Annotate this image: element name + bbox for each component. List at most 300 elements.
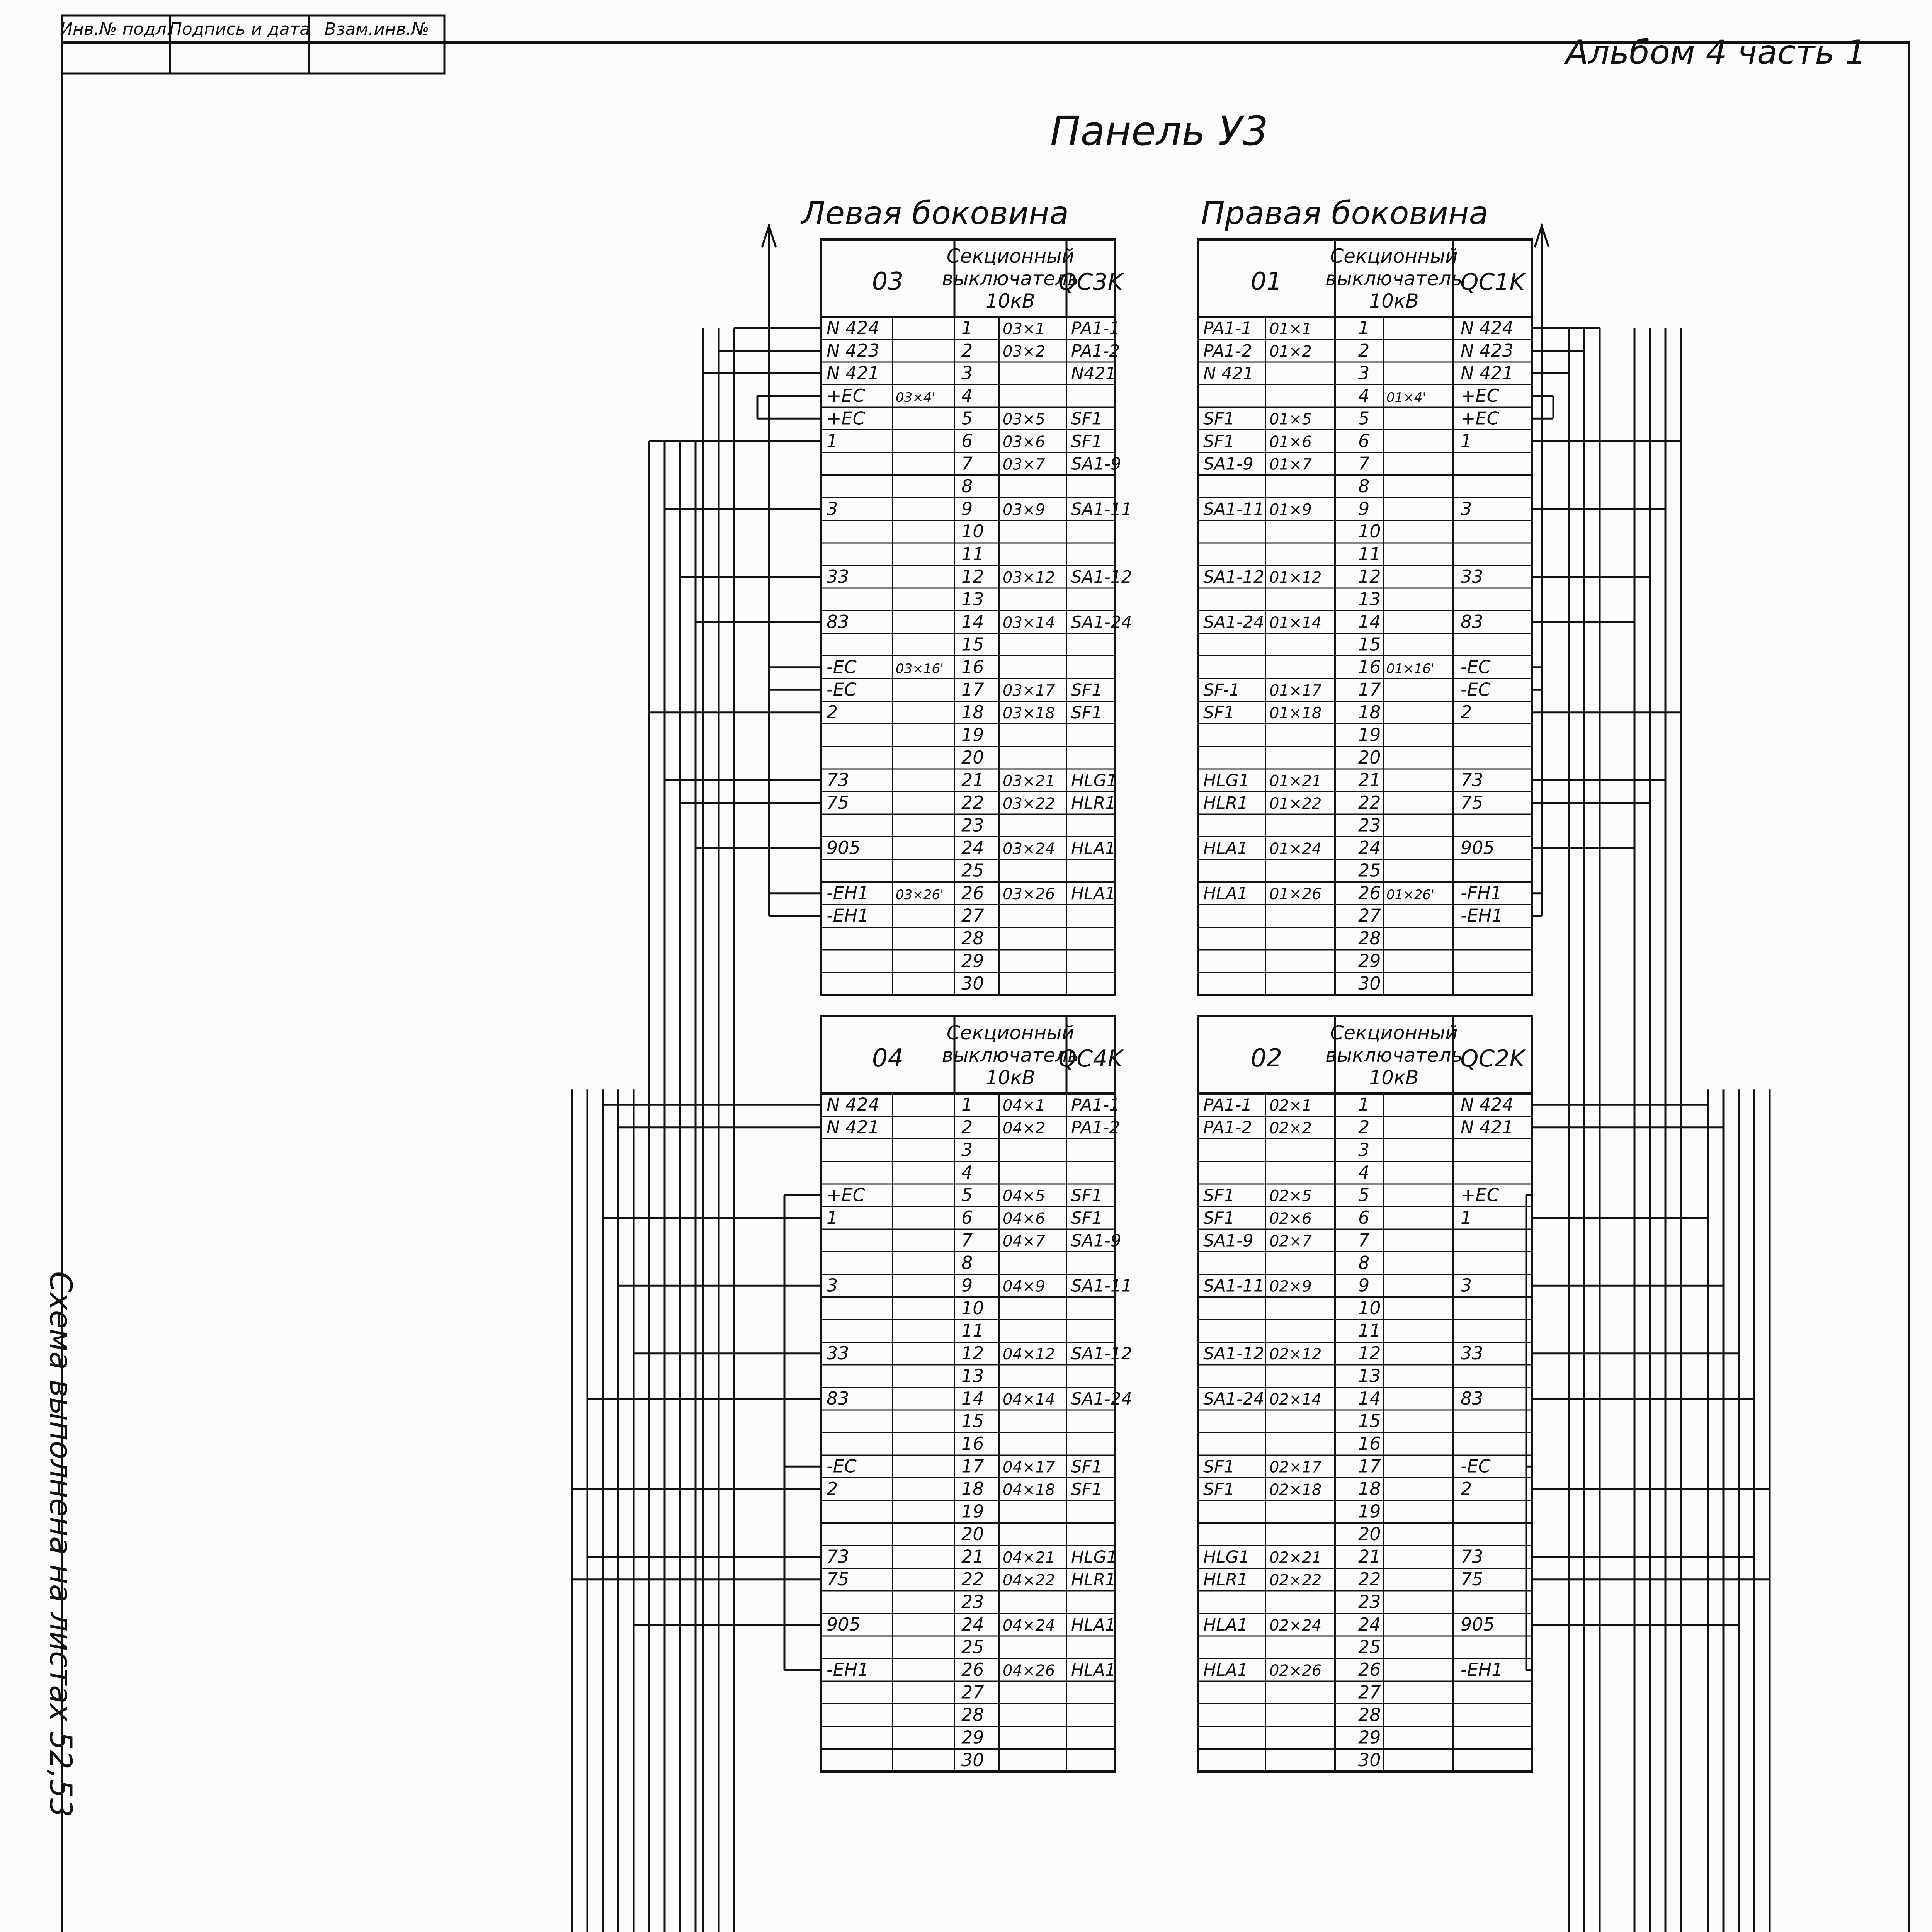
row-wire-mark: 03×14 [1003,614,1055,632]
terminal-row [961,1727,984,1748]
row-label: -EH1 [827,1659,869,1680]
row-terminal-number: 28 [1358,1704,1381,1725]
block-title-line: выключатель [1325,1044,1463,1066]
row-wire-mark: 01×12 [1269,569,1322,587]
row-device: SA1-11 [1071,499,1132,519]
terminal-row [1358,928,1381,949]
row-device: SF-1 [1203,680,1240,700]
terminal-row [1358,1682,1381,1703]
block-title-line: 10кВ [985,1066,1036,1089]
row-device: N 421 [1203,364,1254,384]
terminal-row [1358,1162,1369,1183]
row-wire-mark: 04×6 [1003,1210,1045,1228]
row-terminal-number: 4 [1358,1162,1370,1183]
terminal-row [827,792,1116,813]
row-terminal-number: 11 [961,1320,984,1341]
row-label: 3 [1461,498,1472,519]
row-device: HLA1 [1071,1615,1116,1635]
terminal-row [827,1546,1117,1567]
terminal-row [961,521,984,542]
row-terminal-number: 21 [1358,1546,1381,1567]
terminal-row [1358,385,1499,406]
row-terminal-number: 17 [961,1456,984,1477]
terminal-row [1203,1569,1483,1590]
row-terminal-number: 3 [1358,362,1370,384]
row-device: HLR1 [1203,1570,1248,1590]
row-label: 2 [827,702,838,723]
terminal-block-left-top [821,240,1132,995]
row-terminal-number: 16 [961,656,984,677]
row-wire-mark: 04×5 [1003,1187,1045,1205]
terminal-row [827,679,1102,700]
terminal-row [1358,1727,1381,1748]
row-device: PA1-1 [1071,318,1120,338]
row-terminal-number: 3 [961,362,973,384]
row-wire-mark: 02×22 [1269,1571,1322,1589]
block-device: QC3K [1058,269,1123,296]
terminal-row [1358,973,1381,994]
row-terminal-number: 29 [1358,950,1381,971]
terminal-row [1358,544,1381,565]
row-device: HLG1 [1071,770,1117,791]
row-terminal-number: 1 [961,1094,973,1115]
terminal-row [961,1704,984,1725]
terminal-row [1203,363,1514,384]
terminal-row [961,1298,984,1318]
row-terminal-number: 5 [961,1184,973,1206]
terminal-row [1203,1546,1483,1567]
row-terminal-number: 28 [1358,928,1381,949]
row-terminal-number: 18 [1358,1478,1381,1499]
row-device: SA1-24 [1203,1389,1264,1409]
row-terminal-number: 10 [1358,1298,1381,1318]
terminal-row [961,1139,973,1160]
row-label: +EC [1461,385,1499,406]
row-label: 905 [1461,837,1495,858]
terminal-row [1358,1501,1381,1522]
row-cross-ref: 01×26' [1386,887,1435,903]
block-title-line: выключатель [942,1044,1079,1066]
row-wire-mark: 04×26 [1003,1662,1055,1680]
row-terminal-number: 14 [961,1388,984,1409]
row-device: SF1 [1071,409,1103,429]
row-label: -EH1 [1461,905,1503,926]
row-device: HLR1 [1071,793,1116,813]
row-terminal-number: 1 [1358,317,1370,338]
row-terminal-number: 13 [961,588,984,610]
terminal-row [827,385,973,406]
row-device: SF1 [1203,1457,1235,1477]
row-terminal-number: 19 [961,724,984,745]
terminal-row [961,973,984,994]
row-wire-mark: 04×22 [1003,1571,1055,1589]
row-wire-mark: 04×1 [1003,1097,1045,1115]
terminal-row [1203,1478,1472,1499]
terminal-row [961,815,984,836]
terminal-row [1358,860,1381,881]
row-wire-mark: 01×5 [1269,410,1312,429]
terminal-row [1203,1456,1491,1477]
row-terminal-number: 30 [961,973,984,994]
block-device: QC4K [1058,1045,1123,1072]
row-device: HLG1 [1203,770,1250,791]
row-wire-mark: 02×9 [1269,1277,1312,1296]
row-label: -EC [1461,1456,1491,1477]
row-cross-ref: 03×4' [896,390,935,405]
row-terminal-number: 21 [961,769,984,791]
row-terminal-number: 7 [1358,1230,1370,1251]
row-device: SF1 [1071,1208,1103,1228]
terminal-row [961,724,984,745]
row-device: HLA1 [1203,1615,1248,1635]
row-terminal-number: 24 [961,1614,984,1635]
terminal-row [1203,1388,1483,1409]
row-label: N 424 [827,1094,879,1115]
row-terminal-number: 25 [961,1636,984,1658]
row-device: HLA1 [1203,884,1248,903]
row-terminal-number: 30 [1358,973,1381,994]
row-label: 33 [827,1343,849,1364]
row-device: SF1 [1203,703,1235,723]
terminal-row [961,1501,984,1522]
row-device: SF1 [1071,680,1103,700]
row-terminal-number: 27 [961,1682,984,1703]
terminal-row [1358,521,1381,542]
row-terminal-number: 26 [961,883,984,903]
row-terminal-number: 12 [961,1343,984,1364]
row-device: SF1 [1203,1480,1235,1499]
row-terminal-number: 8 [1358,476,1370,497]
block-number: 04 [872,1044,904,1073]
row-terminal-number: 24 [1358,837,1381,858]
terminal-row [961,1750,984,1770]
terminal-row [1203,883,1502,903]
row-terminal-number: 11 [961,543,984,565]
row-wire-mark: 03×9 [1003,501,1045,519]
terminal-row [1358,1320,1381,1341]
terminal-row [827,408,1102,429]
row-terminal-number: 14 [1358,1388,1381,1409]
row-terminal-number: 3 [961,1139,973,1160]
left-side-title: Левая боковина [801,195,1069,232]
row-device: SA1-11 [1071,1276,1132,1296]
terminal-row [1203,837,1495,858]
row-terminal-number: 19 [1358,1501,1381,1522]
terminal-row [1358,1704,1381,1725]
row-terminal-number: 25 [961,860,984,881]
terminal-row [961,544,984,565]
row-wire-mark: 03×22 [1003,795,1055,813]
row-terminal-number: 20 [961,747,984,768]
row-label: 905 [1461,1614,1495,1635]
row-terminal-number: 28 [961,1704,984,1725]
terminal-row [1358,951,1381,971]
terminal-row [1358,1524,1381,1544]
row-device: SA1-9 [1203,1231,1253,1251]
row-label: 75 [827,792,849,813]
row-label: -EC [1461,656,1491,677]
row-wire-mark: 01×1 [1269,320,1312,338]
row-device: SA1-24 [1071,612,1132,632]
row-wire-mark: 04×9 [1003,1277,1045,1296]
row-terminal-number: 9 [961,1275,973,1296]
block-title-line: Секционный [1330,245,1458,267]
row-terminal-number: 16 [1358,1433,1381,1454]
row-terminal-number: 9 [1358,1275,1370,1296]
row-device: SF1 [1203,409,1235,429]
row-terminal-number: 26 [1358,1659,1381,1680]
row-device: SA1-24 [1203,612,1264,632]
row-terminal-number: 23 [961,815,984,836]
terminal-row [1358,724,1381,745]
row-device: SA1-12 [1071,1344,1132,1364]
terminal-block-right-top [1198,240,1532,995]
row-wire-mark: 04×17 [1003,1458,1055,1476]
block-device: QC2K [1460,1045,1525,1072]
row-device: HLA1 [1203,1660,1248,1680]
row-terminal-number: 10 [961,1298,984,1318]
row-terminal-number: 13 [961,1365,984,1386]
row-device: SA1-12 [1203,1344,1264,1364]
row-label: 1 [1461,1207,1472,1228]
row-label: 2 [827,1478,838,1499]
row-label: 73 [827,1546,849,1567]
row-label: +EC [827,1184,865,1206]
terminal-row [961,1366,984,1386]
row-device: HLR1 [1203,793,1248,813]
terminal-row [1358,634,1381,655]
block-number: 02 [1250,1044,1282,1073]
terminal-row [961,476,973,497]
row-device: HLA1 [1071,884,1116,903]
row-wire-mark: 01×9 [1269,501,1312,519]
terminal-row [827,340,1120,361]
row-label: 83 [1461,1388,1483,1409]
row-terminal-number: 29 [1358,1727,1381,1748]
terminal-row [1358,1139,1369,1160]
row-terminal-number: 26 [1358,883,1381,903]
row-wire-mark: 04×21 [1003,1549,1055,1567]
row-label: 75 [827,1569,849,1590]
row-label: N 424 [1461,317,1514,338]
row-terminal-number: 16 [961,1433,984,1454]
terminal-row [827,430,1102,451]
row-terminal-number: 12 [1358,1343,1381,1364]
row-device: SF1 [1071,1480,1103,1499]
row-terminal-number: 2 [961,340,973,361]
row-device: SA1-12 [1071,567,1132,587]
row-terminal-number: 13 [1358,1365,1381,1386]
row-wire-mark: 04×12 [1003,1345,1055,1363]
row-terminal-number: 19 [1358,724,1381,745]
row-wire-mark: 02×24 [1269,1617,1322,1634]
terminal-row [1203,430,1472,451]
terminal-block-right-bottom [1198,1016,1532,1772]
row-terminal-number: 19 [961,1501,984,1522]
terminal-row [1358,589,1381,610]
row-label: N 424 [827,317,879,338]
row-wire-mark: 03×2 [1003,343,1045,361]
row-label: -EH1 [827,883,869,903]
row-device: SF1 [1203,1208,1235,1228]
terminal-row [827,318,1120,338]
row-terminal-number: 25 [1358,1636,1381,1658]
row-device: HLG1 [1203,1547,1250,1567]
terminal-row [1203,702,1472,723]
row-device: PA1-2 [1203,341,1252,361]
terminal-row [1203,566,1483,587]
row-cross-ref: 01×4' [1386,390,1426,405]
terminal-row [1358,1637,1381,1658]
block-title-line: 10кВ [985,290,1036,312]
row-device: SA1-24 [1071,1389,1132,1409]
row-wire-mark: 04×24 [1003,1617,1055,1634]
terminal-row [1203,679,1491,700]
row-label: N 423 [827,340,879,361]
sheet-frame [62,43,1909,1932]
row-terminal-number: 8 [1358,1252,1370,1273]
row-terminal-number: 15 [961,1410,984,1432]
terminal-row [961,1433,984,1454]
row-wire-mark: 02×17 [1269,1458,1322,1476]
row-wire-mark: 01×21 [1269,772,1322,790]
row-wire-mark: 01×17 [1269,682,1322,700]
row-terminal-number: 29 [961,1727,984,1748]
terminal-row [961,589,984,610]
terminal-row [827,363,1116,384]
terminal-row [1203,1207,1472,1228]
row-terminal-number: 7 [1358,453,1370,474]
row-wire-mark: 04×2 [1003,1119,1045,1137]
row-label: -EC [827,679,857,700]
terminal-row [827,905,984,926]
terminal-row [827,1185,1102,1206]
row-terminal-number: 14 [1358,611,1381,632]
row-device: PA1-2 [1071,341,1120,361]
row-label: 73 [1461,769,1483,791]
row-wire-mark: 01×7 [1269,456,1312,474]
terminal-row [1358,1298,1381,1318]
terminal-row [961,860,984,881]
header-cell-sign: Подпись и дата [169,19,310,39]
row-wire-mark: 02×7 [1269,1232,1312,1250]
row-terminal-number: 17 [961,679,984,700]
row-device: SA1-11 [1203,499,1264,519]
terminal-row [1203,770,1483,791]
terminal-row [1203,1659,1503,1680]
row-label: 2 [1461,702,1472,723]
row-terminal-number: 1 [1358,1094,1370,1115]
terminal-row [1203,1185,1499,1206]
row-terminal-number: 27 [1358,905,1381,926]
block-device: QC1K [1460,269,1525,296]
row-device: PA1-1 [1071,1095,1120,1115]
row-terminal-number: 17 [1358,679,1381,700]
terminal-row [1358,1750,1381,1770]
terminal-row [961,1637,984,1658]
row-label: -FH1 [1461,883,1502,903]
row-terminal-number: 30 [1358,1750,1381,1770]
terminal-row [1203,792,1483,813]
terminal-row [827,1117,1120,1138]
row-label: 3 [827,1275,838,1296]
row-wire-mark: 01×18 [1269,704,1322,722]
terminal-row [827,656,984,677]
terminal-row [961,1252,973,1273]
row-terminal-number: 12 [961,566,984,587]
terminal-row [1358,1592,1381,1612]
row-terminal-number: 6 [1358,430,1370,451]
block-title-line: Секционный [946,1022,1075,1044]
terminal-row [827,702,1102,723]
header-cell-replace: Взам.инв.№ [324,19,429,39]
row-label: -EC [1461,679,1491,700]
row-terminal-number: 4 [1358,385,1370,406]
row-terminal-number: 12 [1358,566,1381,587]
row-label: 73 [1461,1546,1483,1567]
block-title-line: Секционный [1330,1022,1458,1044]
row-device: SA1-11 [1203,1276,1264,1296]
row-wire-mark: 02×21 [1269,1549,1322,1567]
row-terminal-number: 13 [1358,588,1381,610]
row-wire-mark: 01×6 [1269,433,1312,451]
row-device: SF1 [1071,1185,1103,1206]
terminal-row [961,1230,1121,1251]
terminal-row [1203,318,1514,338]
terminal-row [1203,1343,1483,1364]
row-terminal-number: 8 [961,476,973,497]
row-terminal-number: 14 [961,611,984,632]
terminal-row [961,951,984,971]
row-terminal-number: 24 [961,837,984,858]
row-device: HLA1 [1071,1660,1116,1680]
row-wire-mark: 03×21 [1003,772,1055,790]
row-label: 33 [827,566,849,587]
row-wire-mark: 04×18 [1003,1481,1055,1499]
row-terminal-number: 9 [961,498,973,519]
terminal-row [827,1094,1120,1115]
row-device: PA1-1 [1203,318,1252,338]
terminal-row [961,1411,984,1432]
terminal-row [1358,747,1381,768]
row-label: -EC [827,1456,857,1477]
terminal-row [961,1682,984,1703]
row-terminal-number: 2 [1358,340,1370,361]
terminal-row [961,1592,984,1612]
row-label: N 421 [827,1117,879,1138]
right-side-title: Правая боковина [1201,195,1488,232]
terminal-row [827,1614,1116,1635]
row-label: 75 [1461,792,1483,813]
row-terminal-number: 23 [1358,1591,1381,1612]
row-device: HLG1 [1071,1547,1117,1567]
terminal-row [827,837,1116,858]
row-wire-mark: 03×7 [1003,456,1045,474]
terminal-row [961,1524,984,1544]
row-terminal-number: 15 [1358,634,1381,655]
row-terminal-number: 3 [1358,1139,1370,1160]
row-terminal-number: 25 [1358,860,1381,881]
terminal-row [961,1320,984,1341]
row-terminal-number: 17 [1358,1456,1381,1477]
row-terminal-number: 7 [961,1230,973,1251]
row-terminal-number: 20 [1358,747,1381,768]
row-terminal-number: 8 [961,1252,973,1273]
row-wire-mark: 03×6 [1003,433,1045,451]
row-terminal-number: 20 [1358,1524,1381,1544]
block-title-line: 10кВ [1369,290,1419,312]
row-label: N 421 [1461,1117,1514,1138]
